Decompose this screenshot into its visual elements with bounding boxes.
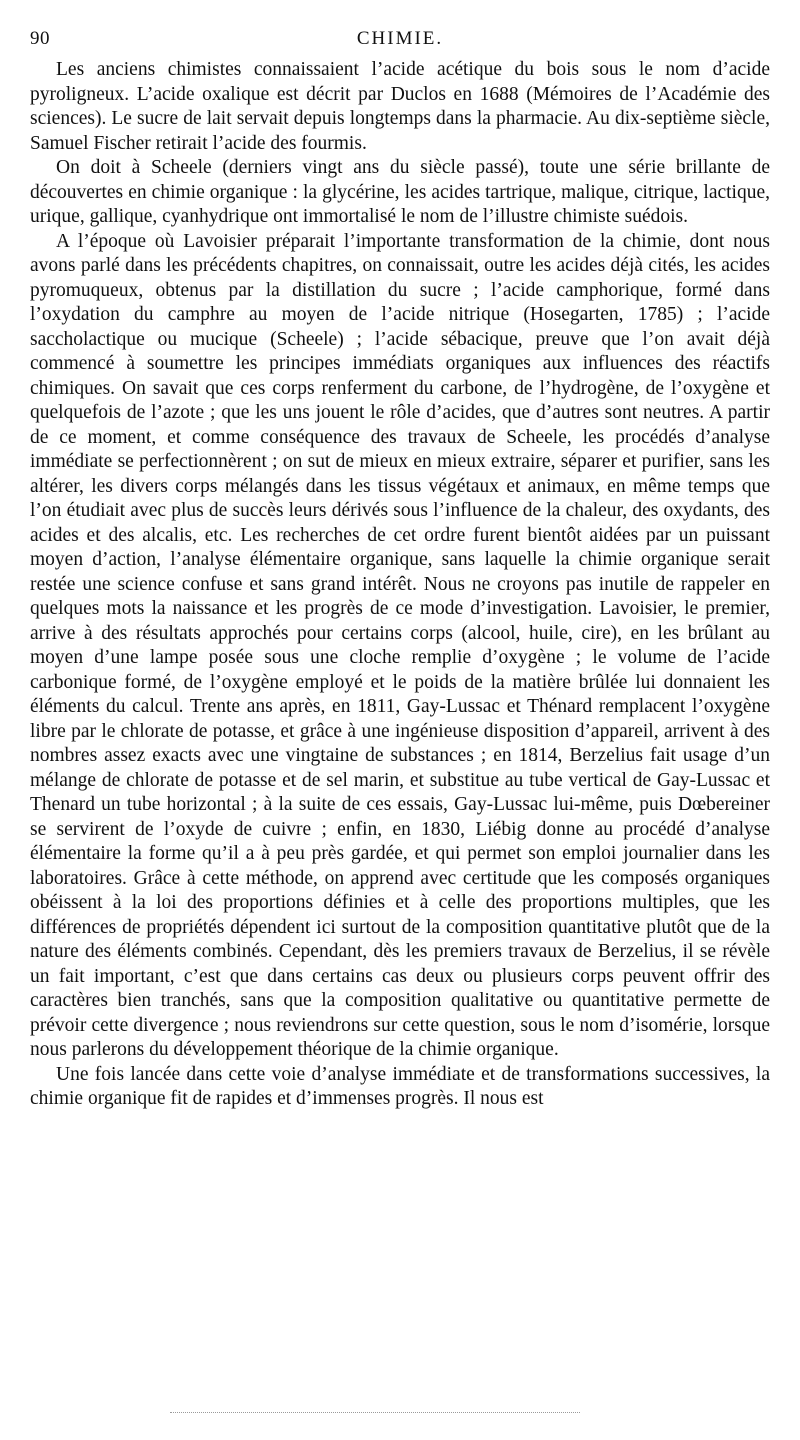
page-number: 90 xyxy=(30,28,50,49)
body-text xyxy=(30,58,770,1112)
paragraph-lavoisier-analysis: A l’époque où Lavoisier préparait l’importante transformation de la chimie, dont nous avons parlé dans les précédents chapitres, on connaissait, outre les acides déjà cités, les acides pyromuqueux, obtenus par la distillation du sucre ; l’acide camphorique, formé dans l’oxydation du camphre au moyen de l’acide nitrique (Hosegarten, 1785) ; l’acide saccholactique ou mucique (Scheele) ; l’acide sébacique, preuve que l’on avait déjà commencé à soumettre les principes immédiats organiques aux influences des réactifs chimiques. On savait que ces corps renferment du carbone, de l’hydrogène, de l’oxygène et quelquefois de l’azote ; que les uns jouent le rôle d’acides, que d’autres sont neutres. A partir de ce moment, et comme conséquence des travaux de Scheele, les procédés d’analyse immédiate se perfectionnèrent ; on sut de mieux en mieux extraire, séparer et purifier, sans les altérer, les divers corps mélangés dans les tissus végétaux et animaux, en même temps que l’on étudiait avec plus de succès leurs dérivés sous l’influence de la chaleur, des oxydants, des acides et des alcalis, etc. Les recherches de cet ordre furent bientôt aidées par un puissant moyen d’action, l’analyse élémentaire organique, sans laquelle la chimie organique serait restée une science confuse et sans grand intérêt. Nous ne croyons pas inutile de rappeler en quelques mots la naissance et les progrès de ce mode d’investigation. Lavoisier, le premier, arrive à des résultats approchés pour certains corps (alcool, huile, cire), en les brûlant au moyen d’une lampe posée sous une cloche remplie d’oxygène ; le volume de l’acide carbonique formé, de l’oxygène employé et le poids de la matière brûlée lui donnaient les éléments du calcul. Trente ans après, en 1811, Gay-Lussac et Thénard remplacent l’oxygène libre par le chlorate de potasse, et grâce à une ingénieuse disposition d’appareil, arrivent à des nombres assez exacts avec une vingtaine de substances ; en 1814, Berzelius fait usage d’un mélange de chlorate de potasse et de sel marin, et substitue au tube vertical de Gay-Lussac et Thenard un tube horizontal ; à la suite de ces essais, Gay-Lussac lui-même, puis Dœbereiner se servirent de l’oxyde de cuivre ; enfin, en 1830, Liébig donne au procédé d’analyse élémentaire la forme qu’il a à peu près gardée, et qui permet son emploi journalier dans les laboratoires. Grâce à cette méthode, on apprend avec certitude que les composés organiques obéissent à la loi des proportions définies et à celle des proportions multiples, que les différences de propriétés dépendent ici surtout de la composition quantitative plutôt que de la nature des éléments combinés. Cependant, dès les premiers travaux de Berzelius, il se révèle un fait important, c’est que dans certains cas deux ou plusieurs corps peuvent offrir des caractères bien tranchés, sans que la composition qualitative ou quantitative permette de prévoir cette divergence ; nous reviendrons sur cette question, sous le nom d’isomérie, lorsque nous parlerons du développement théorique de la chimie organique. xyxy=(30,230,770,1060)
book-page xyxy=(30,28,770,1112)
footer-dotted-rule xyxy=(170,1412,580,1413)
paragraph-ancient-chemists: Les anciens chimistes connaissaient l’acide acétique du bois sous le nom d’acide pyroligneux. L’acide oxalique est décrit par Duclos en 1688 (Mémoires de l’Académie des sciences). Le sucre de lait servait depuis longtemps dans la pharmacie. Au dix-septième siècle, Samuel Fischer retirait l’acide des fourmis. xyxy=(30,59,770,154)
page-header xyxy=(30,28,770,54)
paragraph-progress: Une fois lancée dans cette voie d’analyse immédiate et de transformations successives, la chimie organique fit de rapides et d’immenses progrès. Il nous est xyxy=(30,1063,770,1109)
paragraph-scheele: On doit à Scheele (derniers vingt ans du siècle passé), toute une série brillante de découvertes en chimie organique : la glycérine, les acides tartrique, malique, citrique, lactique, urique, gallique, cyanhydrique ont immortalisé le nom de l’illustre chimiste suédois. xyxy=(30,157,770,227)
running-title: CHIMIE. xyxy=(356,28,444,49)
